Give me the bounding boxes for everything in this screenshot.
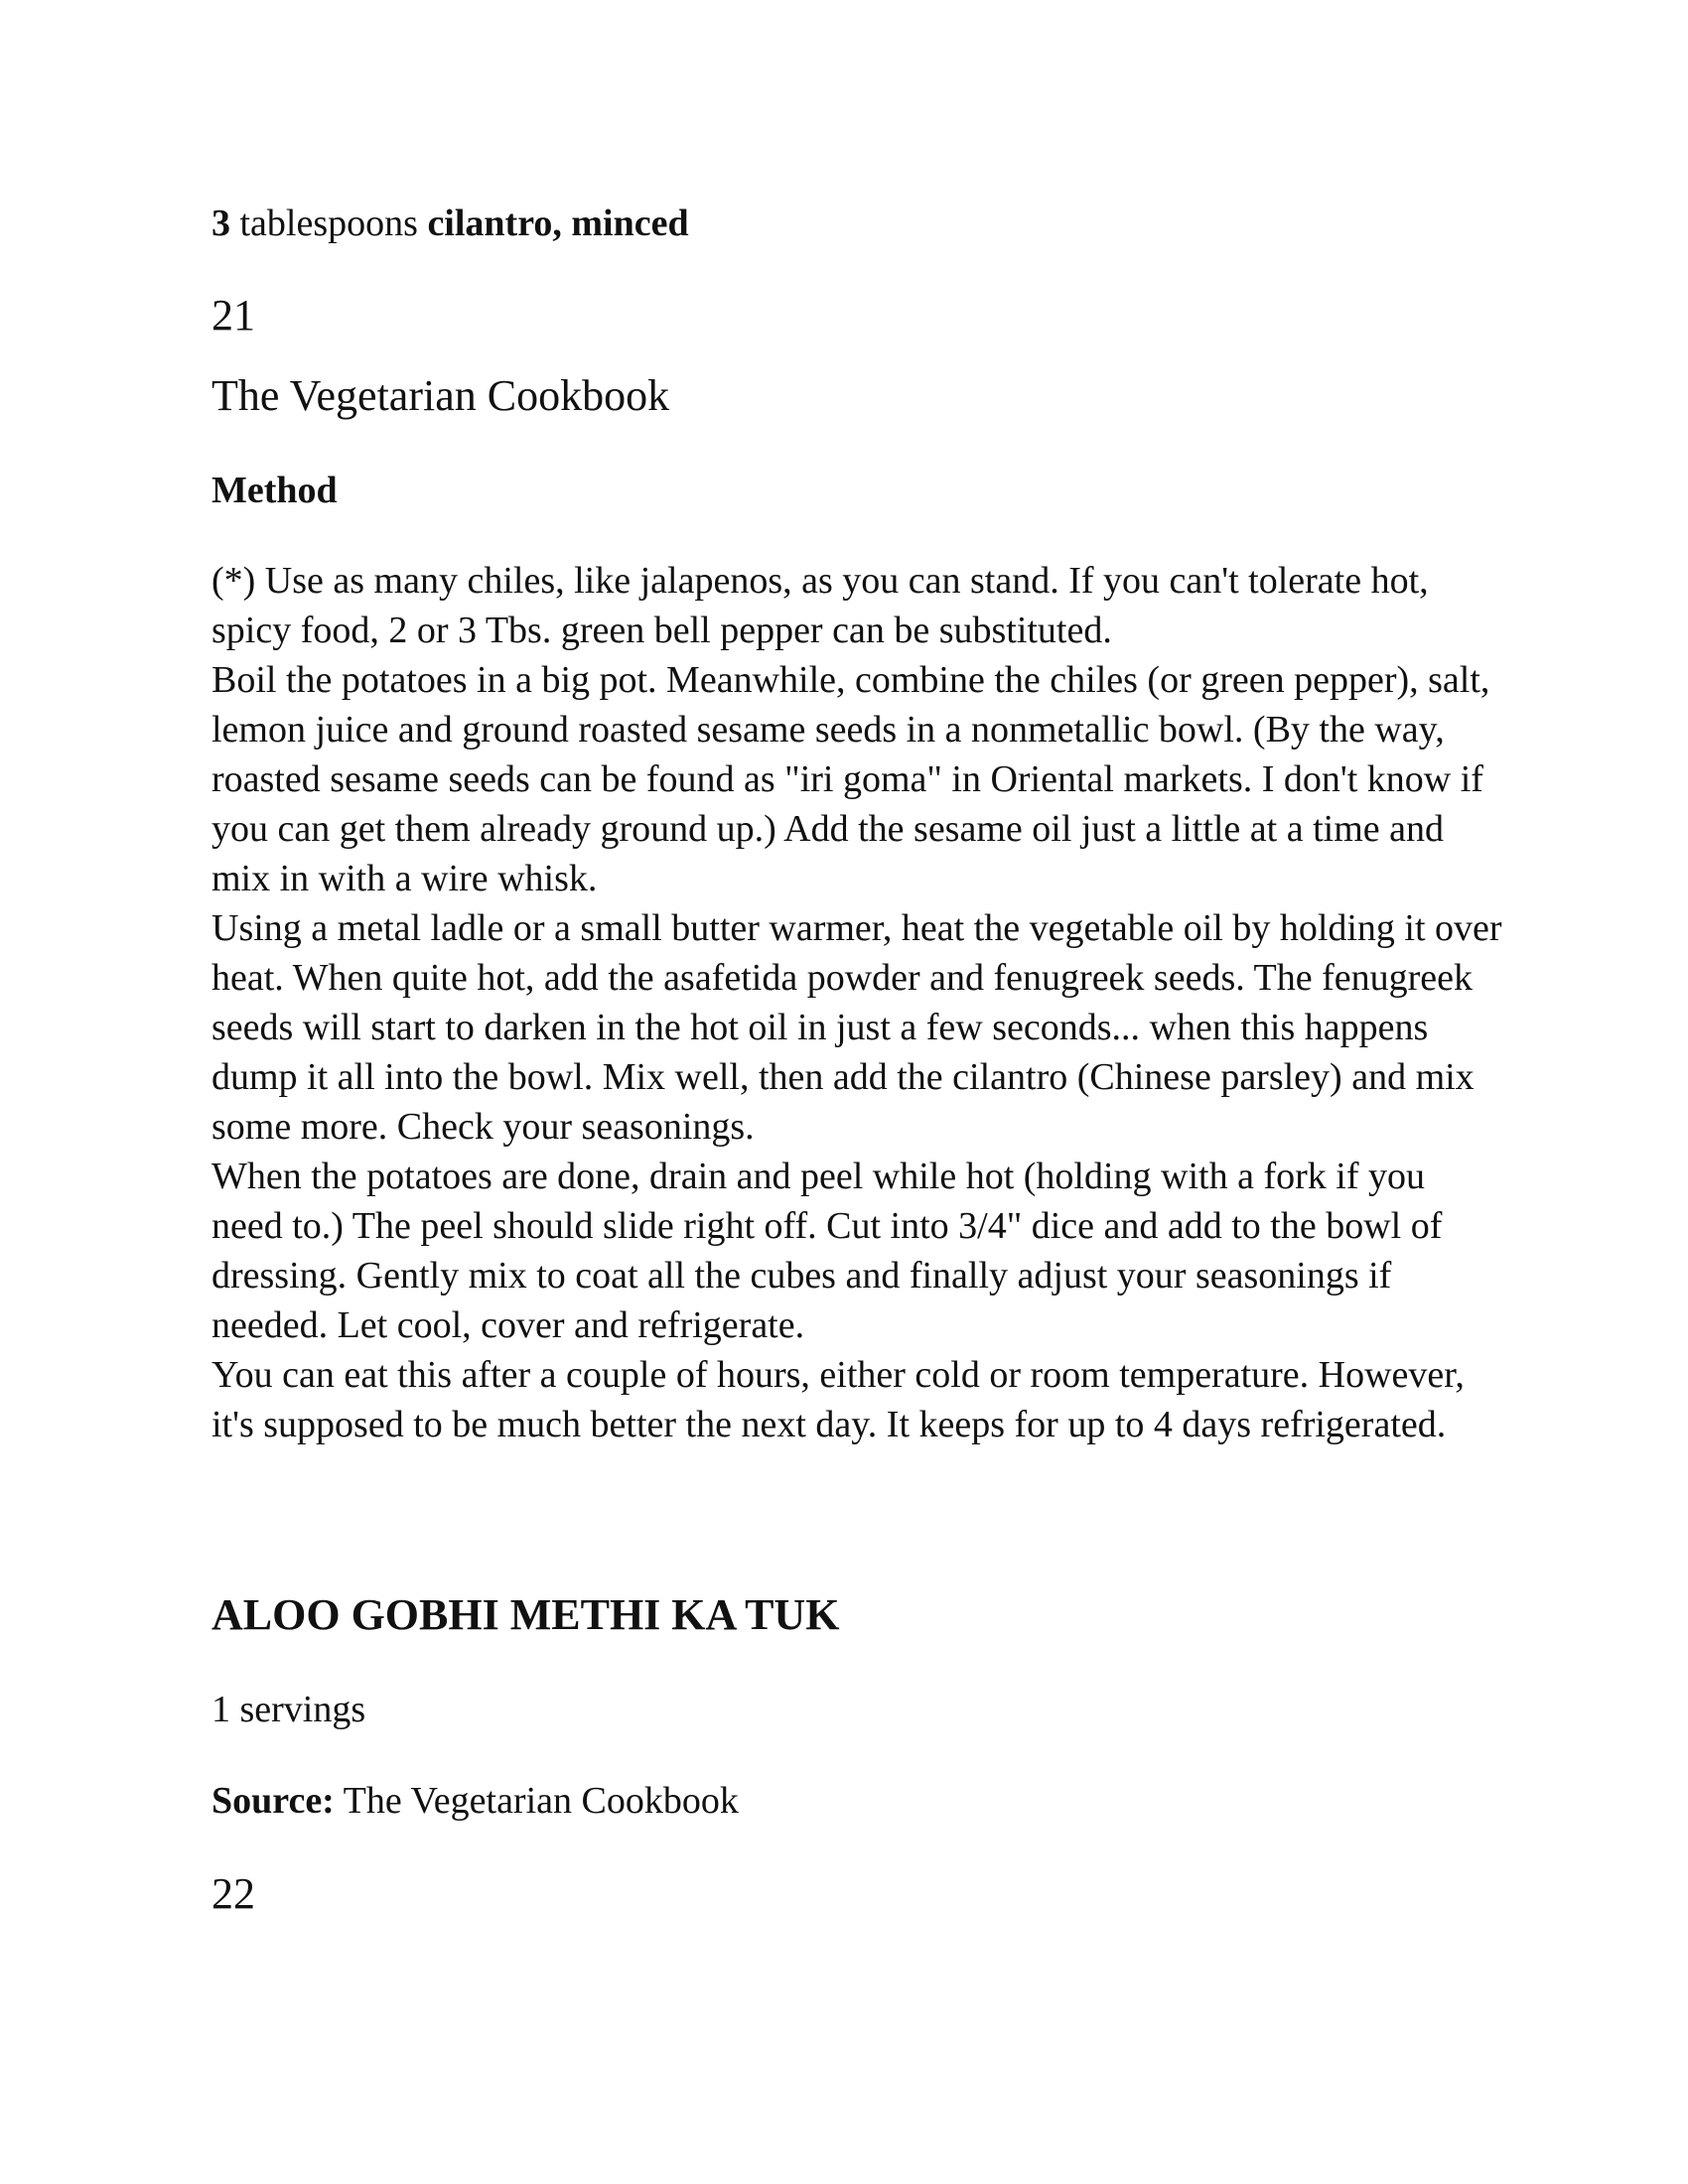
method-paragraph: When the potatoes are done, drain and peel while hot (holding with a fork if you need to.) The peel should slide right off. Cut into 3/4" dice and add to the bowl of dressing. Gently mix to coat all the cubes and finally adjust your seasonings if needed. Let cool, cover and refrigerate. — [211, 1156, 1443, 1346]
source-line — [211, 1777, 739, 1825]
running-title: The Vegetarian Cookbook — [211, 371, 670, 420]
method-paragraph: Boil the potatoes in a big pot. Meanwhile, combine the chiles (or green pepper), salt, lemon juice and ground roasted sesame seeds in a nonmetallic bowl. (By the way, roasted sesame seeds can be found as "iri goma" in Oriental markets. I don't know if you can get them already ground up.) Add the sesame oil just a little at a time and mix in with a wire whisk. — [211, 659, 1490, 899]
source-label: Source: — [211, 1780, 335, 1822]
method-body — [211, 556, 1502, 1449]
method-paragraph: You can eat this after a couple of hours, either cold or room temperature. However, it's supposed to be much better the next day. It keeps for up to 4 days refrigerated. — [211, 1354, 1465, 1445]
ingredient-name: cilantro, minced — [427, 203, 689, 244]
servings: 1 servings — [211, 1689, 366, 1730]
source-value: The Vegetarian Cookbook — [334, 1780, 739, 1822]
method-paragraph: Using a metal ladle or a small butter warmer, heat the vegetable oil by holding it over heat. When quite hot, add the asafetida powder and fenugreek seeds. The fenugreek seeds will start to darken in the hot oil in just a few seconds... when this happens dump it all into the bowl. Mix well, then add the cilantro (Chinese parsley) and mix some more. Check your seasonings. — [211, 907, 1502, 1148]
method-paragraph: (*) Use as many chiles, like jalapenos, as you can stand. If you can't tolerate hot, spicy food, 2 or 3 Tbs. green bell pepper can be substituted. — [211, 560, 1429, 651]
page-number-top: 21 — [211, 291, 255, 340]
recipe-title: ALOO GOBHI METHI KA TUK — [211, 1590, 840, 1639]
ingredient-unit: tablespoons — [230, 203, 428, 244]
ingredient-quantity: 3 — [211, 203, 230, 244]
method-heading: Method — [211, 470, 338, 511]
page-number-bottom: 22 — [211, 1869, 255, 1918]
ingredient-line — [211, 200, 689, 247]
